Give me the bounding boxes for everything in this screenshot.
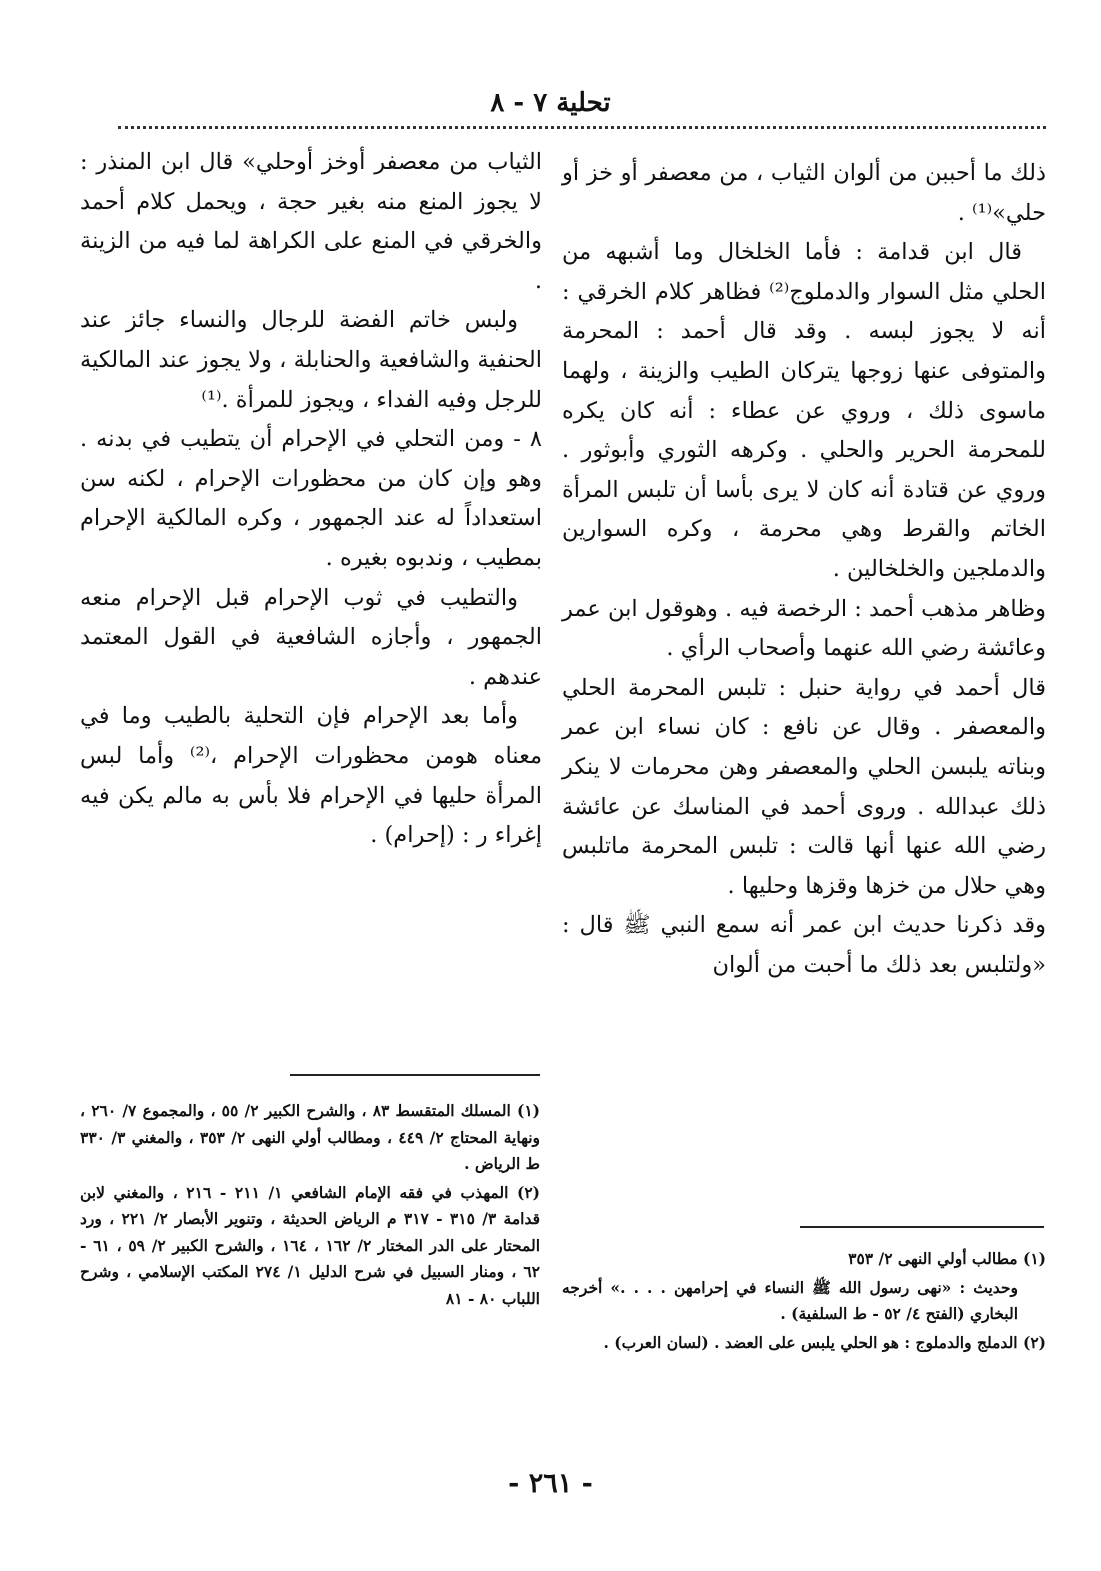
left-paragraph-2: ولبس خاتم الفضة للرجال والنساء جائز عند الحنفية والشافعية والحنابلة ، ولا يجوز عند المالكية للرجل وفيه الفداء ، ويجوز للمرأة .⁽¹⁾	[80, 307, 542, 413]
left-paragraph-3: ٨ - ومن التحلي في الإحرام أن يتطيب في بدنه . وهو وإن كان من محظورات الإحرام ، لكنه سن استعداداً له عند الجمهور ، وكره المالكية الإحرام بمطيب ، وندبوه بغيره .	[80, 426, 542, 571]
right-paragraph-5: وقد ذكرنا حديث ابن عمر أنه سمع النبي ﷺ قال : «ولتلبس بعد ذلك ما أحبت من ألوان	[562, 912, 1046, 978]
left-footnote-rule	[290, 1074, 540, 1076]
right-column	[562, 154, 1046, 985]
right-footnotes	[562, 1246, 1046, 1358]
right-paragraph-3: وظاهر مذهب أحمد : الرخصة فيه . وهوقول ابن عمر وعائشة رضي الله عنهما وأصحاب الرأي .	[562, 595, 1046, 662]
right-footnote-2: (٢) الدملج والدملوج : هو الحلي يلبس على العضد . (لسان العرب) .	[603, 1332, 1046, 1352]
left-paragraph-1: الثياب من معصفر أوخز أوحلي» قال ابن المنذر : لا يجوز المنع منه بغير حجة ، ويحمل كلام أحمد والخرقي في المنع على الكراهة لما فيه من الزينة .	[80, 149, 542, 294]
right-footnote-1-continuation: وحديث : «نهى رسول الله ﷺ النساء في إحرامهن . . . .» أخرجه البخاري (الفتح ٤/ ٥٢ - ط السلفية) .	[562, 1277, 1018, 1323]
left-column	[80, 143, 542, 856]
left-footnotes	[80, 1098, 540, 1314]
right-paragraph-4: قال أحمد في رواية حنبل : تلبس المحرمة الحلي والمعصفر . وقال عن نافع : كان نساء ابن عمر وبناته يلبسن الحلي والمعصفر وهن محرمات لا ينكر ذلك عبدالله . وروى أحمد في المناسك عن عائشة رضي الله عنها أنها قالت : تلبس المحرمة ماتلبس وهي حلال من خزها وقزها وحليها .	[562, 674, 1046, 899]
left-footnote-2: (٢) المهذب في فقه الإمام الشافعي ١/ ٢١١ - ٢١٦ ، والمغني لابن قدامة ٣/ ٣١٥ - ٣١٧ م الرياض الحديثة ، وتنوير الأبصار ٢/ ٢٢١ ، ورد المحتار على الدر المختار ٢/ ١٦٢ ، ١٦٤ ، والشرح الكبير ٢/ ٥٩ ، ٦١ - ٦٢ ، ومنار السبيل في شرح الدليل ١/ ٢٧٤ المكتب الإسلامي ، وشرح اللباب ٨٠ - ٨١	[80, 1182, 541, 1308]
left-paragraph-4: والتطيب في ثوب الإحرام قبل الإحرام منعه الجمهور ، وأجازه الشافعية في القول المعتمد عندهم .	[80, 584, 542, 690]
running-header: تحلية ٧ - ٨	[490, 88, 611, 118]
page-number: - ٢٦١ -	[508, 1468, 593, 1499]
right-paragraph-2: قال ابن قدامة : فأما الخلخال وما أشبهه من الحلي مثل السوار والدملوج⁽²⁾ فظاهر كلام الخرقي : أنه لا يجوز لبسه . وقد قال أحمد : المحرمة والمتوفى عنها زوجها يتركان الطيب والزينة ، ولهما ماسوى ذلك ، وروي عن عطاء : أنه كان يكره للمحرمة الحرير والحلي . وكرهه الثوري وأبوثور . وروي عن قتادة أنه كان لا يرى بأسا أن تلبس المرأة الخاتم والقرط وهي محرمة ، وكره السوارين والدملجين والخلخالين .	[562, 239, 1047, 582]
right-footnote-1: (١) مطالب أولي النهى ٢/ ٣٥٣	[848, 1249, 1046, 1268]
header-dotted-rule	[118, 126, 1046, 129]
right-paragraph-1: ذلك ما أحببن من ألوان الثياب ، من معصفر أو خز أو حلي»⁽¹⁾ .	[562, 160, 1046, 226]
left-paragraph-5: وأما بعد الإحرام فإن التحلية بالطيب وما في معناه هومن محظورات الإحرام ،⁽²⁾ وأما لبس المرأة حليها في الإحرام فلا بأس به مالم يكن فيه إغراء ر : (إحرام) .	[80, 703, 543, 849]
right-footnote-rule	[800, 1226, 1044, 1228]
left-footnote-1: (١) المسلك المتقسط ٨٣ ، والشرح الكبير ٢/ ٥٥ ، والمجموع ٧/ ٢٦٠ ، ونهاية المحتاج ٢/ ٤٤٩ ، ومطالب أولي النهى ٢/ ٣٥٣ ، والمغني ٣/ ٣٣٠ ط الرياض .	[80, 1101, 541, 1173]
